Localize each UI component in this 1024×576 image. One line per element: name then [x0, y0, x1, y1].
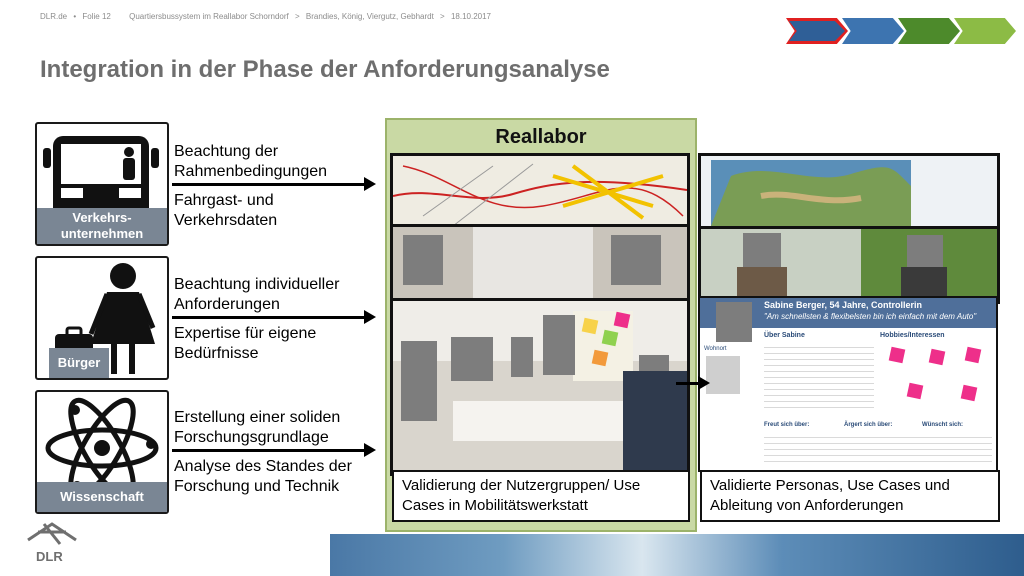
slide-number: Folie 12	[82, 12, 111, 21]
region-map-icon	[706, 356, 740, 394]
anonymized-face	[716, 302, 752, 342]
anonymized-face	[743, 233, 781, 267]
persona-quote: "Am schnellsten & flexibelsten bin ich einfach mit dem Auto"	[764, 312, 977, 321]
reallabor-caption: Validierung der Nutzergruppen/ Use Cases in Mobilitätswerkstatt	[392, 470, 690, 522]
slide-header	[40, 12, 495, 21]
arrow-2	[172, 316, 372, 319]
stakeholder-3-text-1: Erstellung einer soliden Forschungsgrundlage	[174, 409, 341, 446]
people-photo	[698, 226, 1000, 304]
persona-sheet	[698, 296, 998, 472]
route-map-icon	[393, 156, 687, 228]
reallabor-title: Reallabor	[495, 126, 587, 148]
anonymized-face	[511, 337, 533, 377]
wohnort-label: Wohnort	[704, 346, 727, 352]
separator: >	[440, 12, 445, 21]
chevron-step-4	[954, 18, 1016, 44]
chevron-step-3	[898, 18, 960, 44]
dlr-logo-icon	[24, 520, 80, 548]
about-title: Über Sabine	[764, 332, 805, 339]
date: 18.10.2017	[450, 12, 491, 21]
stakeholder-2-text-2: Expertise für eigene Bedürfnisse	[174, 325, 317, 362]
meeting-photo-top	[390, 224, 690, 308]
persona-caption: Validierte Personas, Use Cases und Ableitung von Anforderungen	[700, 470, 1000, 522]
anonymized-face	[401, 341, 437, 421]
wuenscht-label: Wünscht sich:	[922, 422, 964, 428]
freut-label: Freut sich über:	[764, 422, 810, 428]
aergert-label: Ärgert sich über:	[844, 422, 893, 428]
card-buerger	[35, 256, 169, 380]
arrow-to-persona	[676, 382, 706, 385]
earth-map-icon	[701, 156, 997, 226]
card-label: Bürger	[49, 348, 109, 378]
card-label: Verkehrs-unternehmen	[37, 208, 167, 244]
map-photo	[390, 153, 690, 231]
page-title: Integration in der Phase der Anforderungsanalyse	[40, 56, 610, 83]
bullet: •	[73, 12, 77, 21]
chevron-step-2	[842, 18, 904, 44]
window-background	[473, 227, 593, 305]
anonymized-face	[543, 315, 575, 375]
stakeholder-3-text-2: Analyse des Standes der Forschung und Technik	[174, 458, 352, 495]
card-label: Wissenschaft	[37, 482, 167, 512]
dlr-logo	[24, 520, 80, 564]
arrow-1	[172, 183, 372, 186]
footer-globe-strip	[330, 534, 1024, 576]
stakeholder-2-text-1: Beachtung individueller Anforderungen	[174, 276, 340, 313]
stakeholder-1-text-2: Fahrgast- und Verkehrsdaten	[174, 192, 278, 229]
persona-name: Sabine Berger, 54 Jahre, Controllerin	[764, 300, 923, 310]
card-verkehrsunternehmen	[35, 122, 169, 246]
subject: Quartiersbussystem im Reallabor Schorndorf	[129, 12, 289, 21]
stakeholder-1-text-1: Beachtung der Rahmenbedingungen	[174, 143, 328, 180]
site-label: DLR.de	[40, 12, 68, 21]
anonymized-face	[611, 235, 661, 285]
chevron-step-1	[789, 21, 845, 41]
person-silhouette	[623, 371, 687, 473]
workshop-photo	[390, 298, 690, 476]
arrow-3	[172, 449, 372, 452]
card-wissenschaft	[35, 390, 169, 514]
authors: Brandies, König, Viergutz, Gebhardt	[305, 12, 434, 21]
logo-text: DLR	[36, 549, 63, 564]
separator: >	[294, 12, 300, 21]
hobbies-title: Hobbies/Interessen	[880, 332, 945, 339]
anonymized-face	[403, 235, 443, 285]
globe-photo	[698, 153, 1000, 229]
anonymized-face	[451, 337, 493, 381]
anonymized-face	[907, 235, 943, 267]
persona-description	[764, 342, 874, 412]
